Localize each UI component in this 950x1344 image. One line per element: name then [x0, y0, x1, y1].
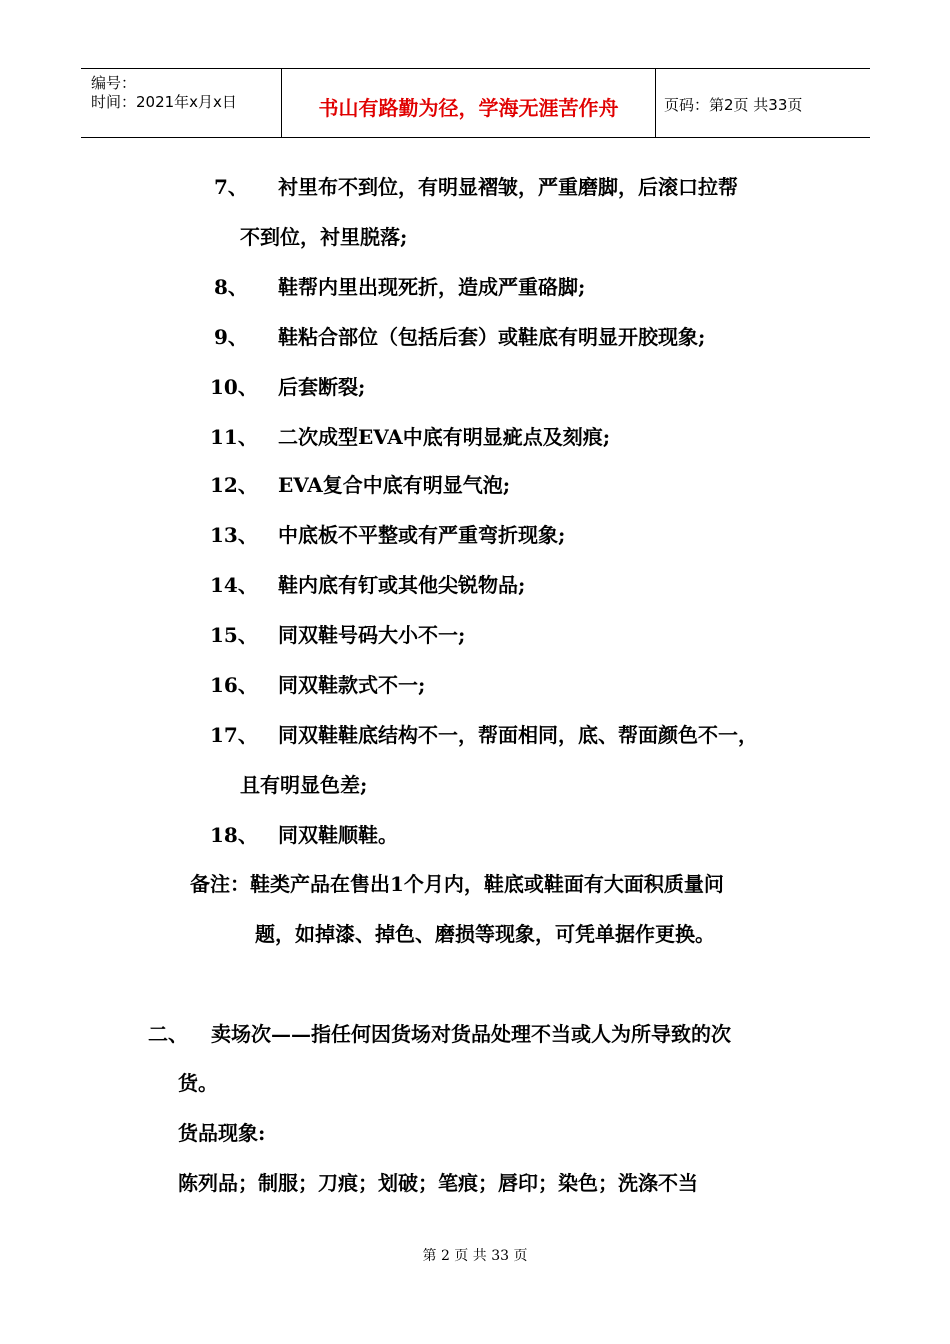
item-text-continued: 且有明显色差;	[240, 773, 368, 797]
item-number: 8、	[214, 275, 248, 299]
item-text-continued: 不到位，衬里脱落;	[240, 225, 408, 249]
header-left-cell	[81, 69, 281, 137]
section-number: 二、	[148, 1022, 188, 1046]
item-text: 同双鞋鞋底结构不一，帮面相同，底、帮面颜色不一，	[278, 723, 758, 747]
item-number: 7、	[214, 175, 248, 199]
item-text: 后套断裂;	[278, 375, 366, 399]
item-number: 14、	[210, 573, 258, 597]
item-number: 18、	[210, 823, 258, 847]
item-text: 鞋帮内里出现死折，造成严重硌脚;	[278, 275, 586, 299]
phenomena-label: 货品现象:	[178, 1121, 266, 1145]
note-line-1: 备注：鞋类产品在售出1个月内，鞋底或鞋面有大面积质量问	[190, 872, 724, 896]
item-number: 16、	[210, 673, 258, 697]
item-number: 9、	[214, 325, 248, 349]
item-text: 同双鞋款式不一;	[278, 673, 426, 697]
phenomena-list: 陈列品；制服；刀痕；划破；笔痕；唇印；染色；洗涤不当	[178, 1171, 698, 1195]
header-motto: 书山有路勤为径，学海无涯苦作舟	[318, 96, 619, 120]
item-number: 17、	[210, 723, 258, 747]
item-text: 二次成型EVA中底有明显疵点及刻痕;	[278, 425, 611, 449]
page-footer: 第 2 页 共 33 页	[422, 1248, 528, 1264]
note-line-2: 题，如掉漆、掉色、磨损等现象，可凭单据作更换。	[255, 922, 715, 946]
item-number: 12、	[210, 473, 258, 497]
item-text: 同双鞋号码大小不一;	[278, 623, 466, 647]
item-number: 13、	[210, 523, 258, 547]
item-text: 同双鞋顺鞋。	[278, 823, 398, 847]
header-page-info: 页码：第2页 共33页	[664, 96, 803, 114]
header-right-cell	[654, 69, 870, 137]
header-middle-cell	[281, 69, 656, 137]
section-title: 卖场次——指任何因货场对货品处理不当或人为所导致的次	[211, 1022, 731, 1046]
date-label: 时间：2021年x月x日	[91, 93, 237, 111]
item-text: 鞋粘合部位（包括后套）或鞋底有明显开胶现象;	[278, 325, 706, 349]
item-text: EVA复合中底有明显气泡;	[278, 473, 511, 497]
section-title-continued: 货。	[178, 1071, 218, 1095]
code-label: 编号：	[91, 74, 137, 92]
item-text: 衬里布不到位，有明显褶皱，严重磨脚，后滚口拉帮	[278, 175, 738, 199]
page-header	[81, 68, 870, 138]
item-number: 10、	[210, 375, 258, 399]
item-text: 鞋内底有钉或其他尖锐物品;	[278, 573, 526, 597]
item-text: 中底板不平整或有严重弯折现象;	[278, 523, 566, 547]
item-number: 11、	[210, 425, 258, 449]
item-number: 15、	[210, 623, 258, 647]
